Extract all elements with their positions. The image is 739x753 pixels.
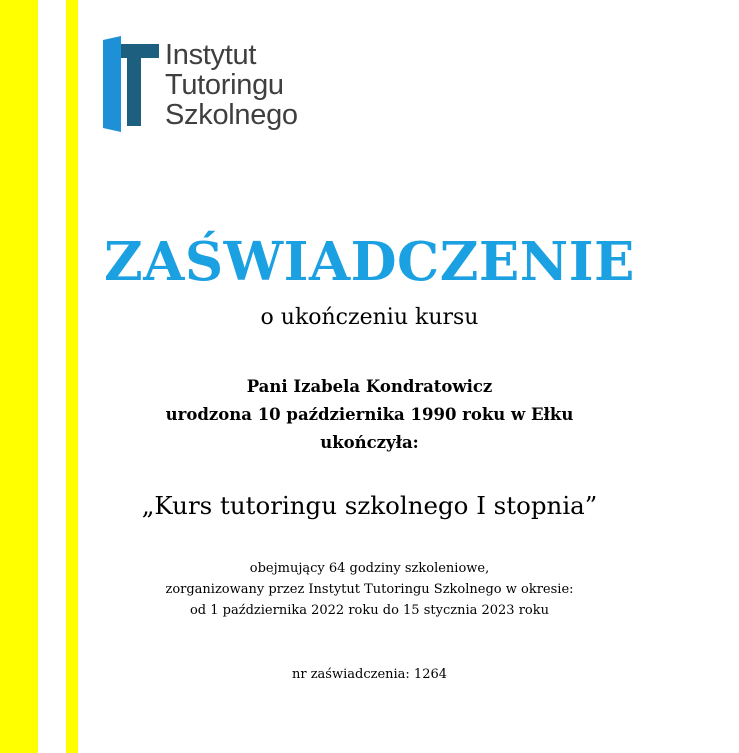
recipient-block xyxy=(45,373,694,457)
recipient-completed: ukończyła: xyxy=(320,433,419,452)
logo-text-line3: Szkolnego xyxy=(165,99,298,131)
logo-mark-icon xyxy=(103,36,159,132)
certificate-title: ZAŚWIADCZENIE xyxy=(104,231,635,293)
details-period: od 1 października 2022 roku do 15 stycznia 2023 roku xyxy=(189,603,550,618)
logo-text-line1: Instytut xyxy=(165,39,257,71)
course-name: „Kurs tutoringu szkolnego I stopnia” xyxy=(141,491,598,520)
certificate-number: nr zaświadczenia: 1264 xyxy=(291,667,448,682)
logo-text-line2: Tutoringu xyxy=(165,69,284,101)
recipient-name: Pani Izabela Kondratowicz xyxy=(246,377,493,396)
course-details xyxy=(45,558,694,621)
logo-text xyxy=(165,40,298,130)
left-yellow-stripe xyxy=(0,0,38,753)
certificate-subtitle: o ukończeniu kursu xyxy=(260,305,479,330)
recipient-birth: urodzona 10 października 1990 roku w Ełku xyxy=(165,405,574,424)
details-hours: obejmujący 64 godziny szkoleniowe, xyxy=(249,561,490,576)
details-organizer: zorganizowany przez Instytut Tutoringu Szkolnego w okresie: xyxy=(165,582,574,597)
institute-logo xyxy=(103,36,323,136)
